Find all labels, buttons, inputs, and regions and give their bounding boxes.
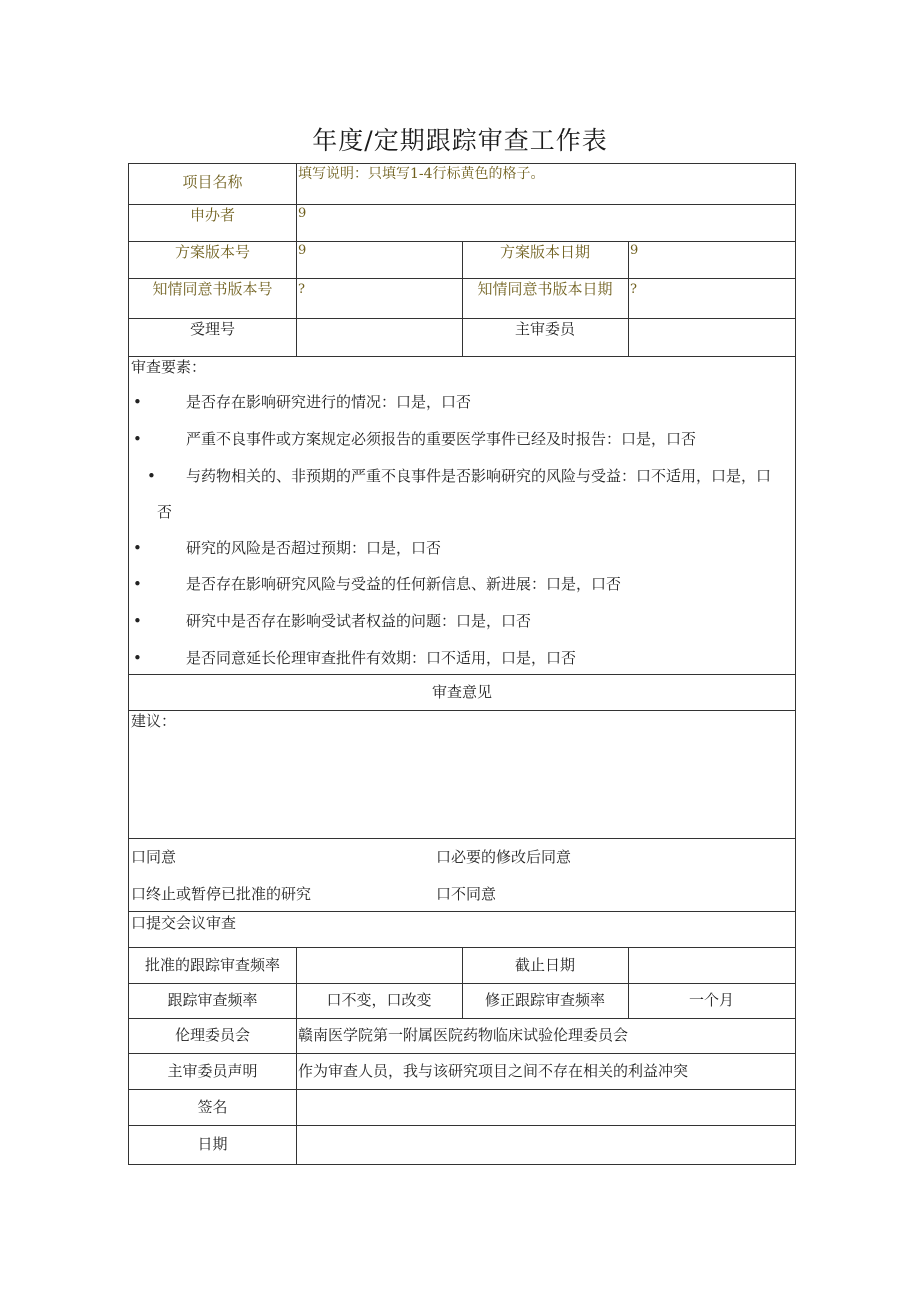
bullet: •: [133, 575, 142, 593]
review-elements-heading: 审查要素：: [131, 358, 207, 376]
committee-value: 赣南医学院第一附属医院药物临床试验伦理委员会: [298, 1026, 629, 1044]
option-agree[interactable]: 口同意: [131, 848, 177, 866]
bullet: •: [133, 649, 142, 667]
opinion-header: 审查意见: [431, 683, 492, 701]
bullet: •: [133, 430, 142, 448]
bullet: •: [133, 393, 142, 411]
icf-version-value[interactable]: ?: [298, 282, 305, 297]
approved-frequency-label: 批准的跟踪审查频率: [144, 956, 280, 974]
statement-value: 作为审查人员，我与该研究项目之间不存在相关的利益冲突: [298, 1062, 689, 1080]
element-item: 是否存在影响研究风险与受益的任何新信息、新进展：口是，口否: [186, 575, 622, 593]
element-item: 是否同意延长伦理审查批件有效期：口不适用，口是，口否: [186, 649, 577, 667]
element-item: 研究的风险是否超过预期：口是，口否: [186, 539, 442, 557]
statement-label: 主审委员声明: [167, 1062, 258, 1080]
option-modify-agree[interactable]: 口必要的修改后同意: [436, 848, 572, 866]
icf-date-label: 知情同意书版本日期: [477, 280, 613, 298]
project-name-value[interactable]: 填写说明：只填写1-4行标黄色的格子。: [298, 166, 545, 182]
signature-label: 签名: [197, 1098, 228, 1116]
sponsor-label: 申办者: [189, 206, 235, 224]
protocol-version-label: 方案版本号: [174, 243, 250, 261]
accept-no-label: 受理号: [189, 320, 235, 338]
element-item: 研究中是否存在影响受试者权益的问题：口是，口否: [186, 612, 532, 630]
bullet: •: [133, 539, 142, 557]
review-form: [128, 163, 796, 1165]
revised-frequency-value[interactable]: 一个月: [688, 991, 734, 1009]
bullet: •: [147, 467, 156, 485]
deadline-label: 截止日期: [514, 956, 575, 974]
review-frequency-value[interactable]: 口不变，口改变: [326, 991, 432, 1009]
element-item: 与药物相关的、非预期的严重不良事件是否影响研究的风险与受益：口不适用，口是，口: [186, 467, 772, 485]
option-terminate[interactable]: 口终止或暂停已批准的研究: [131, 885, 312, 903]
protocol-version-value[interactable]: 9: [298, 243, 307, 258]
option-meeting-review[interactable]: 口提交会议审查: [131, 914, 237, 932]
project-name-label: 项目名称: [182, 173, 243, 191]
revised-frequency-label: 修正跟踪审查频率: [484, 991, 605, 1009]
date-label: 日期: [197, 1135, 228, 1153]
option-disagree[interactable]: 口不同意: [436, 885, 497, 903]
reviewer-label: 主审委员: [514, 320, 575, 338]
element-item: 是否存在影响研究进行的情况：口是，口否: [186, 393, 472, 411]
suggest-label: 建议：: [131, 712, 177, 730]
icf-date-value[interactable]: ?: [630, 282, 637, 297]
protocol-date-value[interactable]: 9: [630, 243, 639, 258]
page-title: 年度/定期跟踪审查工作表: [312, 126, 608, 155]
element-item-wrap: 否: [157, 503, 173, 521]
element-item: 严重不良事件或方案规定必须报告的重要医学事件已经及时报告：口是，口否: [186, 430, 697, 448]
protocol-date-label: 方案版本日期: [499, 243, 590, 261]
bullet: •: [133, 612, 142, 630]
committee-label: 伦理委员会: [174, 1026, 250, 1044]
review-frequency-label: 跟踪审查频率: [167, 991, 258, 1009]
icf-version-label: 知情同意书版本号: [152, 280, 273, 298]
sponsor-value[interactable]: 9: [298, 206, 307, 221]
